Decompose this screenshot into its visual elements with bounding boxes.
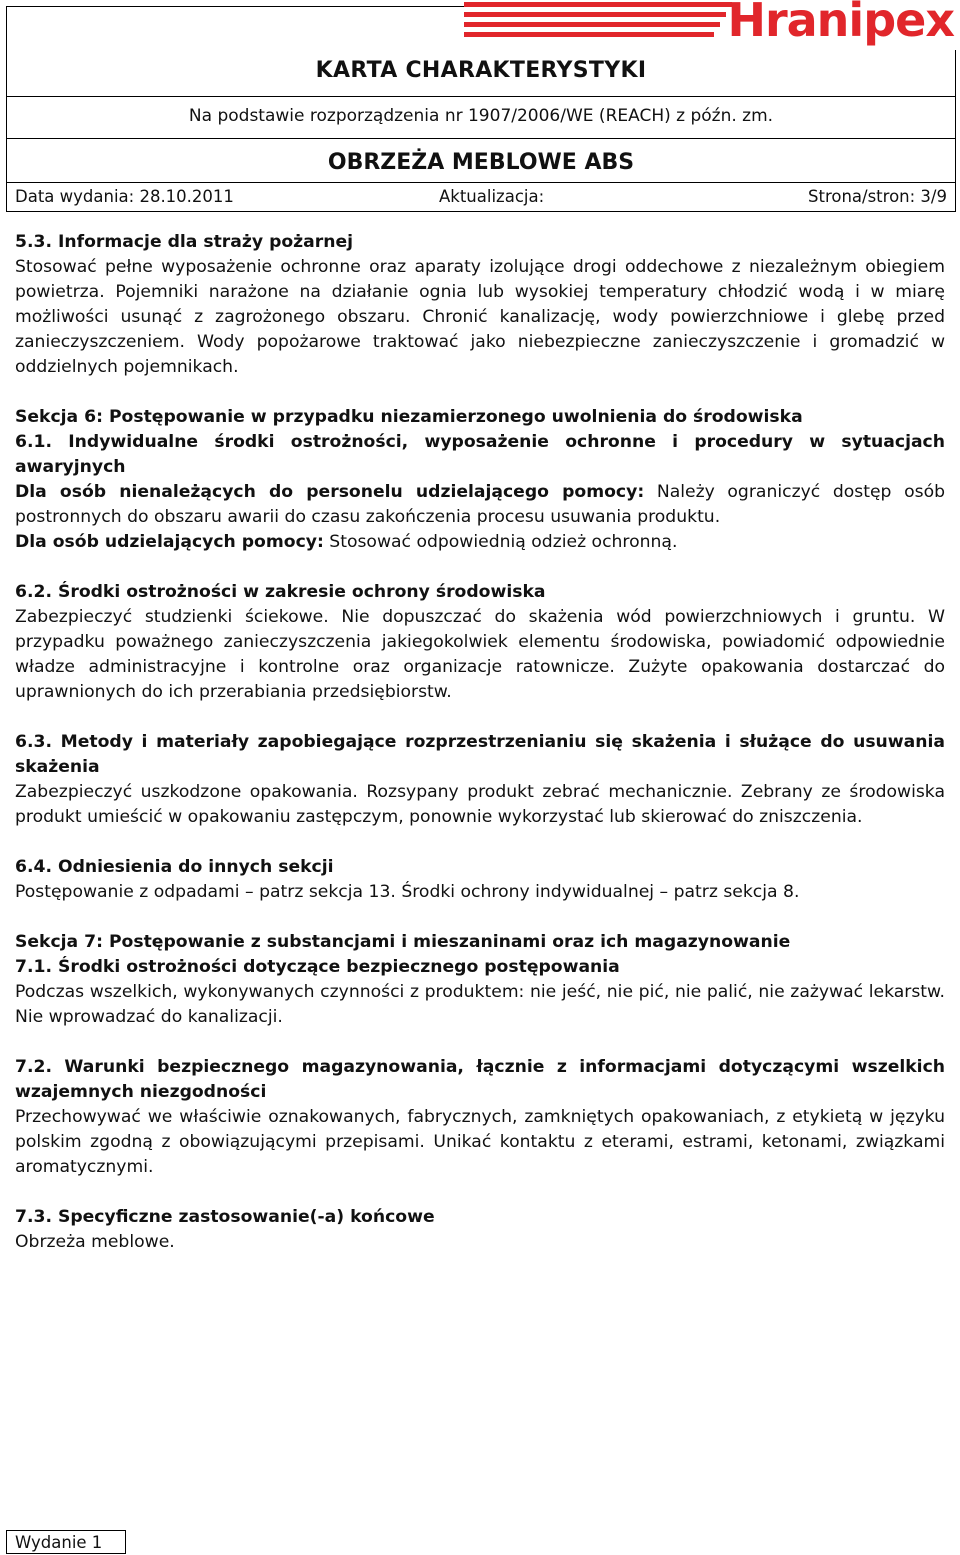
document-header xyxy=(6,0,956,212)
section-6-2-heading: 6.2. Środki ostrożności w zakresie ochrony środowiska xyxy=(15,582,546,602)
document-body xyxy=(15,230,945,1255)
header-divider xyxy=(6,96,956,97)
regulation-subtitle: Na podstawie rozporządzenia nr 1907/2006/WE (REACH) z późn. zm. xyxy=(188,106,774,126)
logo-stripe xyxy=(464,22,720,27)
logo-stripe xyxy=(464,12,726,17)
update-label: Aktualizacja: xyxy=(439,187,545,206)
section-5-3-heading: 5.3. Informacje dla straży pożarnej xyxy=(15,232,354,252)
section-6-3-text: Zabezpieczyć uszkodzone opakowania. Rozsypany produkt zebrać mechanicznie. Zebrany ze środowiska produkt umieścić w opakowaniu zastępczym, ponownie wykorzystać lub skierować do zniszczenia. xyxy=(15,782,945,827)
document-title: KARTA CHARAKTERYSTYKI xyxy=(315,58,647,83)
document-meta-row xyxy=(7,182,955,210)
section-6-1-heading: 6.1. Indywidualne środki ostrożności, wyposażenie ochronne i procedury w sytuacjach awaryjnych xyxy=(15,432,945,477)
section-6-4-text: Postępowanie z odpadami – patrz sekcja 13. Środki ochrony indywidualnej – patrz sekcja 8. xyxy=(15,882,800,902)
issue-date: Data wydania: 28.10.2011 xyxy=(15,187,234,206)
product-name: OBRZEŻA MEBLOWE ABS xyxy=(327,150,635,175)
section-6-3-heading: 6.3. Metody i materiały zapobiegające rozprzestrzenianiu się skażenia i służące do usuwania skażenia xyxy=(15,732,945,777)
section-7-1-text: Podczas wszelkich, wykonywanych czynności z produktem: nie jeść, nie pić, nie palić, nie zażywać lekarstw. Nie wprowadzać do kanalizacji. xyxy=(15,982,945,1027)
section-7-heading: Sekcja 7: Postępowanie z substancjami i mieszaninami oraz ich magazynowanie xyxy=(15,932,791,952)
page-number: Strona/stron: 3/9 xyxy=(808,187,947,206)
logo-wordmark: Hranipex xyxy=(727,0,954,47)
section-6-1-label-2: Dla osób udzielających pomocy: xyxy=(15,532,324,552)
section-7-3-heading: 7.3. Specyficzne zastosowanie(-a) końcowe xyxy=(15,1207,435,1227)
edition-footer: Wydanie 1 xyxy=(6,1530,126,1554)
section-6-1-paragraph-1 xyxy=(15,480,945,530)
section-6-4-heading: 6.4. Odniesienia do innych sekcji xyxy=(15,857,334,877)
logo-stripes xyxy=(464,0,732,44)
section-6-heading: Sekcja 6: Postępowanie w przypadku niezamierzonego uwolnienia do środowiska xyxy=(15,407,803,427)
section-7-1-heading: 7.1. Środki ostrożności dotyczące bezpiecznego postępowania xyxy=(15,957,620,977)
logo-stripe xyxy=(464,32,714,37)
hranipex-logo xyxy=(464,0,958,50)
logo-stripe xyxy=(464,2,732,7)
section-7-3-text: Obrzeża meblowe. xyxy=(15,1232,175,1252)
section-5-3-text: Stosować pełne wyposażenie ochronne oraz aparaty izolujące drogi oddechowe z niezależnym obiegiem powietrza. Pojemniki narażone na działanie ognia lub wysokiej temperatury chłodzić wodą i w miarę możliwości usunąć z zagrożonego obszaru. Chronić kanalizację, wody powierzchniowe i glebę przed zanieczyszczeniem. Wody popożarowe traktować jako niebezpieczne zanieczyszczenie i gromadzić w oddzielnych pojemnikach. xyxy=(15,257,945,377)
section-6-1-paragraph-2 xyxy=(15,530,945,555)
section-7-2-heading: 7.2. Warunki bezpiecznego magazynowania, łącznie z informacjami dotyczącymi wszelkich wzajemnych niezgodności xyxy=(15,1057,945,1102)
section-7-2-text: Przechowywać we właściwie oznakowanych, fabrycznych, zamkniętych opakowaniach, z etykietą w języku polskim zgodną z obowiązującymi przepisami. Unikać kontaktu z eterami, estrami, ketonami, związkami aromatycznymi. xyxy=(15,1107,945,1177)
header-divider xyxy=(6,138,956,139)
section-6-1-text-2: Stosować odpowiednią odzież ochronną. xyxy=(323,532,678,552)
section-6-1-text-1: Należy ograniczyć dostęp osób postronnych do obszaru awarii do czasu zakończenia procesu usuwania produktu. xyxy=(15,482,945,527)
section-6-1-label-1: Dla osób nienależących do personelu udzielającego pomocy: xyxy=(15,482,645,502)
section-6-2-text: Zabezpieczyć studzienki ściekowe. Nie dopuszczać do skażenia wód powierzchniowych i gruntu. W przypadku poważnego zanieczyszczenia jakiegokolwiek elementu środowiska, powiadomić odpowiednie władze administracyjne i kontrolne oraz organizacje ratownicze. Zużyte opakowania dostarczać do uprawnionych do ich przerabiania przedsiębiorstw. xyxy=(15,607,945,702)
